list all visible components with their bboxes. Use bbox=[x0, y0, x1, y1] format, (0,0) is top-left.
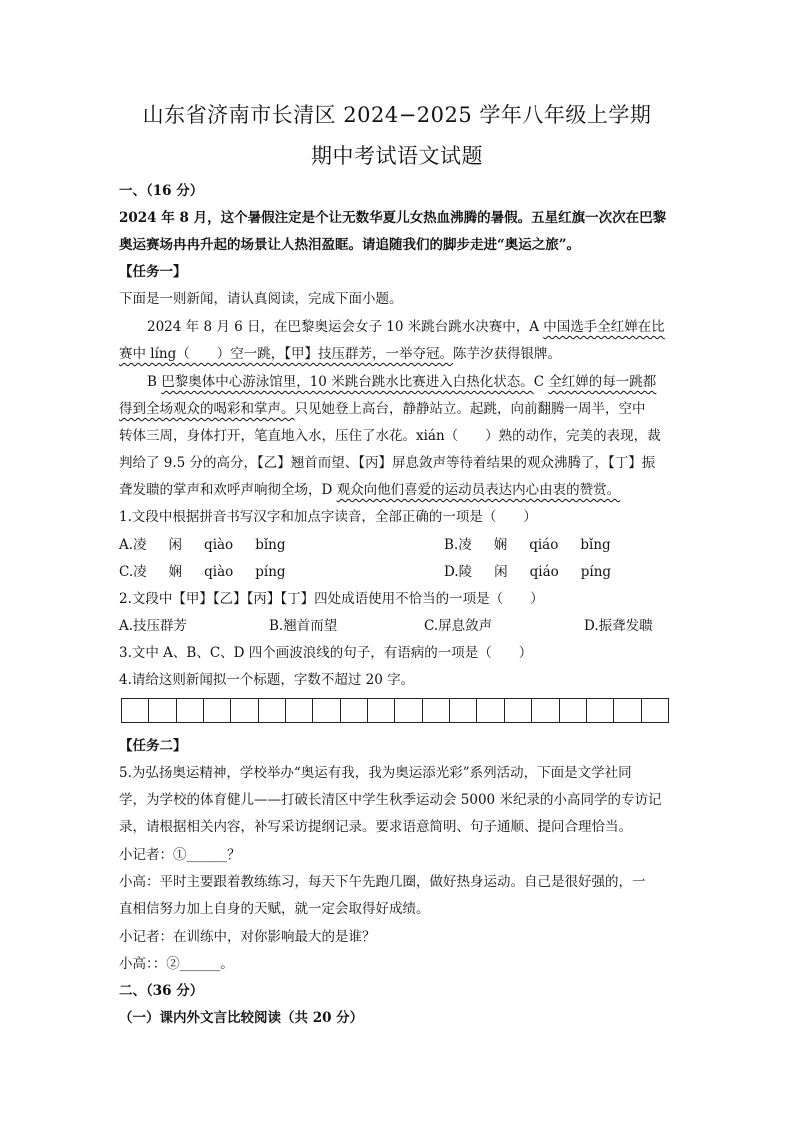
sentence-a-part2: 赛中 líng（ ）空一跳，【甲】技压群芳，一举夺冠。 bbox=[119, 346, 454, 362]
grid-cell[interactable] bbox=[560, 699, 587, 722]
option-char: 娴 bbox=[168, 564, 183, 580]
news-paragraph2-line2 bbox=[119, 400, 646, 418]
q2-option-c: C.屏息敛声 bbox=[424, 618, 493, 634]
q1-option-a bbox=[119, 536, 285, 554]
question-5-line1: 5.为弘扬奥运精神，学校举办“奥运有我，我为奥运添光彩”系列活动，下面是文学社同 bbox=[119, 765, 632, 781]
option-char: 凌 bbox=[133, 564, 147, 580]
option-pinyin: bǐng bbox=[580, 537, 611, 553]
grid-cell[interactable] bbox=[395, 699, 422, 722]
intro-line-2: 奥运赛场冉冉升起的场景让人热泪盈眶。请追随我们的脚步走进“奥运之旅”。 bbox=[119, 237, 581, 253]
title-answer-grid[interactable] bbox=[121, 698, 669, 723]
option-pinyin: bǐng bbox=[255, 537, 286, 553]
grid-cell[interactable] bbox=[286, 699, 313, 722]
grid-cell[interactable] bbox=[204, 699, 231, 722]
section2-subheading: （一）课内外文言比较阅读（共 20 分） bbox=[119, 1010, 364, 1026]
question-1: 1.文段中根据拼音书写汉字和加点字读音，全部正确的一项是（ ） bbox=[119, 509, 537, 525]
news-text: 聋发聩的掌声和欢呼声响彻全场，D bbox=[119, 482, 337, 498]
gao-answer-1-line2: 直相信努力加上自身的天赋，就一定会取得好成绩。 bbox=[119, 901, 430, 917]
grid-cell[interactable] bbox=[368, 699, 395, 722]
sentence-c-part2: 得到全场观众的喝彩和掌声。 bbox=[119, 401, 295, 417]
section2-heading: 二、（36 分） bbox=[119, 983, 204, 999]
option-char: 闲 bbox=[168, 537, 183, 553]
sentence-a-part1: 中国选手全红婵在比 bbox=[543, 319, 665, 335]
sentence-b: 巴黎奥体中心游泳馆里，10 米跳台跳水比赛进入白热化状态。 bbox=[161, 374, 534, 390]
option-pinyin: qiáo bbox=[529, 564, 559, 580]
news-text: 2024 年 8 月 6 日，在巴黎奥运会女子 10 米跳台跳水决赛中，A bbox=[147, 319, 544, 335]
news-paragraph1-line1 bbox=[147, 318, 665, 336]
grid-cell[interactable] bbox=[505, 699, 532, 722]
news-paragraph2-line3: 转体三周，身体打开，笔直地入水，压住了水花。xián（ ）熟的动作，完美的表现，裁 bbox=[119, 428, 661, 444]
option-letter: D. bbox=[444, 564, 459, 580]
option-char: 陵 bbox=[458, 564, 473, 580]
sentence-c-part1: 全红婵的每一跳都 bbox=[548, 374, 657, 390]
question-2: 2.文段中【甲】【乙】【丙】【丁】四处成语使用不恰当的一项是（ ） bbox=[119, 591, 544, 607]
question-3: 3.文中 A、B、C、D 四个画波浪线的句子，有语病的一项是（ ） bbox=[119, 645, 533, 661]
grid-cell[interactable] bbox=[614, 699, 641, 722]
grid-cell[interactable] bbox=[149, 699, 176, 722]
grid-cell[interactable] bbox=[423, 699, 450, 722]
option-pinyin: píng bbox=[255, 564, 286, 580]
news-paragraph2-line1 bbox=[147, 373, 656, 391]
news-paragraph2-line5 bbox=[119, 481, 620, 499]
task2-label: 【任务二】 bbox=[119, 738, 187, 754]
news-paragraph1-line2 bbox=[119, 345, 561, 363]
grid-cell[interactable] bbox=[642, 699, 668, 722]
news-text: 只见她登上高台，静静站立。起跳，向前翻腾一周半，空中 bbox=[294, 401, 646, 417]
grid-cell[interactable] bbox=[313, 699, 340, 722]
grid-cell[interactable] bbox=[477, 699, 504, 722]
option-char: 娴 bbox=[493, 537, 508, 553]
option-pinyin: píng bbox=[580, 564, 612, 580]
option-char: 凌 bbox=[458, 537, 472, 553]
section1-heading: 一、（16 分） bbox=[119, 183, 204, 199]
task1-instruction: 下面是一则新闻，请认真阅读，完成下面小题。 bbox=[119, 291, 403, 307]
exam-title-line2: 期中考试语文试题 bbox=[311, 144, 483, 168]
option-letter: A. bbox=[119, 537, 134, 553]
grid-cell[interactable] bbox=[122, 699, 149, 722]
grid-cell[interactable] bbox=[450, 699, 477, 722]
grid-cell[interactable] bbox=[532, 699, 559, 722]
gao-answer-2: 小高：：②______。 bbox=[119, 956, 234, 972]
question-4: 4.请给这则新闻拟一个标题，字数不超过 20 字。 bbox=[119, 672, 415, 688]
q1-option-b bbox=[444, 536, 611, 554]
grid-cell[interactable] bbox=[177, 699, 204, 722]
option-pinyin: qiào bbox=[204, 537, 234, 553]
reporter-question-1: 小记者：①______？ bbox=[119, 847, 241, 863]
news-paragraph2-line4: 判给了 9.5 分的高分，【乙】翘首而望、【丙】屏息敛声等待着结果的观众沸腾了，【丁】振 bbox=[119, 455, 656, 471]
option-letter: C. bbox=[119, 564, 134, 580]
sentence-c-letter: C bbox=[533, 374, 549, 390]
grid-cell[interactable] bbox=[341, 699, 368, 722]
question-5-line2: 学，为学校的体育健儿——打破长清区中学生秋季运动会 5000 米纪录的小高同学的专访记 bbox=[119, 792, 662, 808]
grid-cell[interactable] bbox=[231, 699, 258, 722]
q1-option-c bbox=[119, 563, 286, 581]
exam-title-line1: 山东省济南市长清区 2024−2025 学年八年级上学期 bbox=[142, 103, 652, 127]
option-letter: B. bbox=[444, 537, 459, 553]
gao-answer-1-line1: 小高：平时主要跟着教练练习，每天下午先跑几圈，做好热身运动。自己是很好强的，一 bbox=[119, 874, 646, 890]
option-pinyin: qiào bbox=[204, 564, 234, 580]
option-char: 凌 bbox=[133, 537, 147, 553]
q2-option-d: D.振聋发聩 bbox=[584, 618, 653, 634]
grid-cell[interactable] bbox=[259, 699, 286, 722]
sentence-b-letter: B bbox=[147, 374, 162, 390]
reporter-question-2: 小记者：在训练中，对你影响最大的是谁？ bbox=[119, 929, 376, 945]
option-pinyin: qiáo bbox=[529, 537, 559, 553]
q1-option-d bbox=[444, 563, 611, 581]
q2-option-b: B.翘首而望 bbox=[269, 618, 338, 634]
question-5-line3: 录，请根据相关内容，补写采访提纲记录。要求语意简明、句子通顺、提问合理恰当。 bbox=[119, 819, 632, 835]
option-char: 闲 bbox=[494, 564, 508, 580]
news-text: 陈芋汐获得银牌。 bbox=[453, 346, 562, 362]
sentence-d: 观众向他们喜爱的运动员表达内心由衷的赞赏。 bbox=[336, 482, 621, 498]
q2-option-a: A.技压群芳 bbox=[119, 618, 188, 634]
intro-line-1: 2024 年 8 月，这个暑假注定是个让无数华夏儿女热血沸腾的暑假。五星红旗一次次在巴黎 bbox=[119, 210, 667, 226]
task1-label: 【任务一】 bbox=[119, 264, 187, 280]
grid-cell[interactable] bbox=[587, 699, 614, 722]
